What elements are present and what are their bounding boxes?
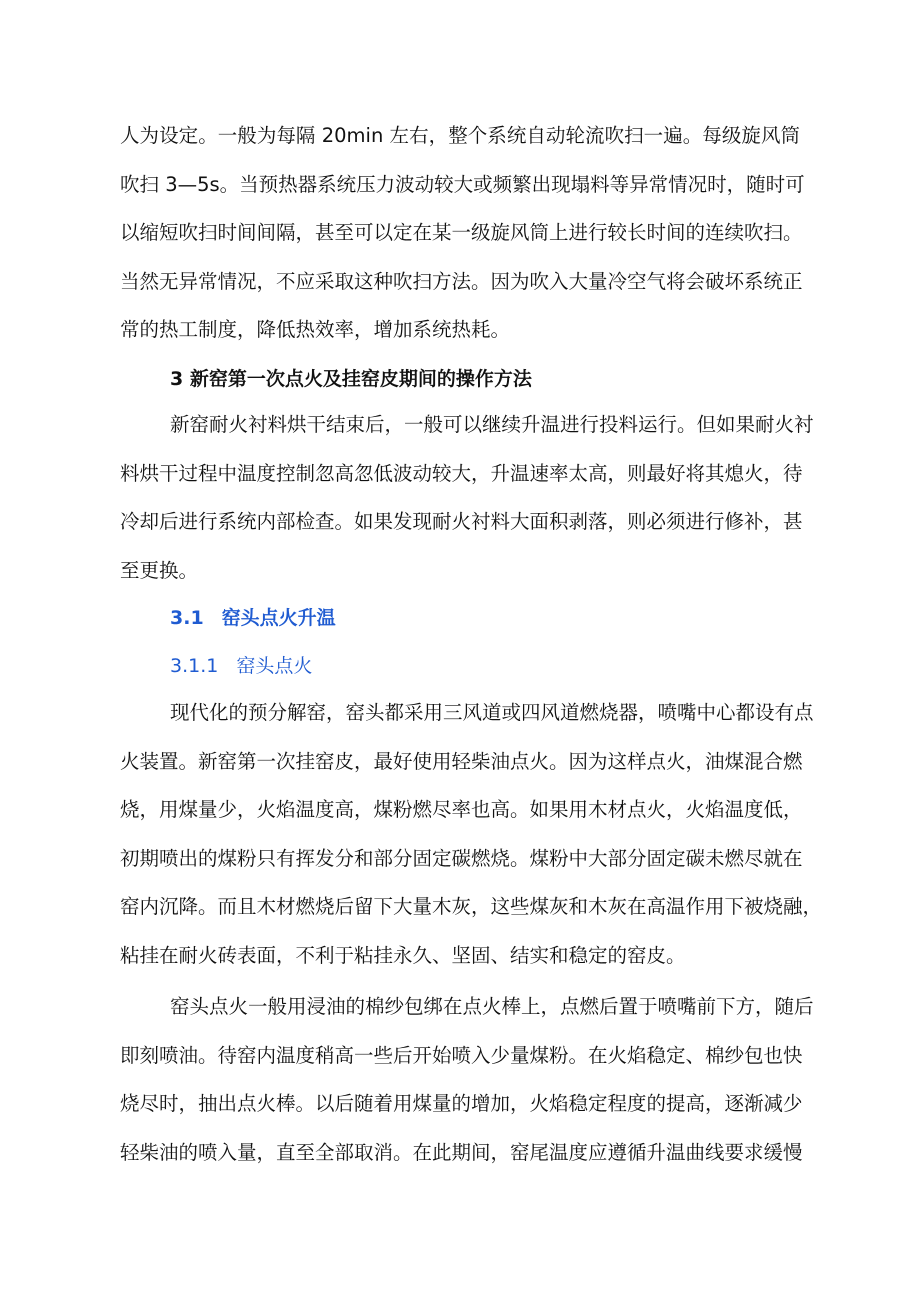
paragraph-4 [120, 983, 814, 1177]
paragraph-2-line-4: 至更换。 [120, 558, 199, 582]
paragraph-1-line-4: 当然无异常情况，不应采取这种吹扫方法。因为吹入大量冷空气将会破坏系统正 [120, 269, 803, 293]
section-heading-3-1-1-title: 窑头点火 [236, 655, 313, 677]
paragraph-3 [120, 689, 823, 980]
paragraph-2 [120, 401, 814, 595]
section-heading-3-1-1 [170, 651, 312, 681]
paragraph-4-line-3: 烧尽时，抽出点火棒。以后随着用煤量的增加，火焰稳定程度的提高，逐渐减少 [120, 1092, 803, 1115]
paragraph-1-line-5: 常的热工制度，降低热效率，增加系统热耗。 [120, 318, 511, 341]
paragraph-1-line-3: 以缩短吹扫时间间隔，甚至可以定在某一级旋风筒上进行较长时间的连续吹扫。 [120, 221, 803, 244]
paragraph-4-line-1: 窑头点火一般用浸油的棉纱包绑在点火棒上，点燃后置于喷嘴前下方，随后 [170, 995, 814, 1018]
paragraph-2-line-1: 新窑耐火衬料烘干结束后，一般可以继续升温进行投料运行。但如果耐火衬 [170, 413, 814, 436]
section-heading-3-1-number: 3.1 [170, 607, 204, 629]
section-heading-3-1-1-number: 3.1.1 [170, 655, 219, 677]
paragraph-3-line-6: 粘挂在耐火砖表面，不利于粘挂永久、坚固、结实和稳定的窑皮。 [120, 943, 686, 967]
paragraph-3-line-5: 窑内沉降。而且木材燃烧后留下大量木灰，这些煤灰和木灰在高温作用下被烧融， [120, 895, 823, 918]
paragraph-3-line-2: 火装置。新窑第一次挂窑皮，最好使用轻柴油点火。因为这样点火，油煤混合燃 [120, 749, 803, 773]
section-heading-3-1 [170, 603, 336, 633]
paragraph-4-line-4: 轻柴油的喷入量，直至全部取消。在此期间，窑尾温度应遵循升温曲线要求缓慢 [120, 1140, 803, 1164]
paragraph-3-line-1: 现代化的预分解窑，窑头都采用三风道或四风道燃烧器，喷嘴中心都设有点 [170, 701, 814, 724]
paragraph-3-line-3: 烧，用煤量少，火焰温度高，煤粉燃尽率也高。如果用木材点火，火焰温度低， [120, 798, 803, 821]
paragraph-2-line-3: 冷却后进行系统内部检查。如果发现耐火衬料大面积剥落，则必须进行修补，甚 [120, 510, 803, 533]
paragraph-1-line-1: 人为设定。一般为每隔 20min 左右，整个系统自动轮流吹扫一遍。每级旋风筒 [120, 124, 800, 147]
section-heading-3: 3 新窑第一次点火及挂窑皮期间的操作方法 [170, 368, 532, 390]
paragraph-2-line-2: 料烘干过程中温度控制忽高忽低波动较大，升温速率太高，则最好将其熄火，待 [120, 461, 803, 485]
paragraph-1 [120, 112, 805, 355]
paragraph-1-line-2: 吹扫 3—5s。当预热器系统压力波动较大或频繁出现塌料等异常情况时，随时可 [120, 172, 805, 196]
section-heading-3-1-title: 窑头点火升温 [221, 607, 336, 629]
paragraph-4-line-2: 即刻喷油。待窑内温度稍高一些后开始喷入少量煤粉。在火焰稳定、棉纱包也快 [120, 1043, 803, 1067]
paragraph-3-line-4: 初期喷出的煤粉只有挥发分和部分固定碳燃烧。煤粉中大部分固定碳未燃尽就在 [120, 846, 803, 870]
